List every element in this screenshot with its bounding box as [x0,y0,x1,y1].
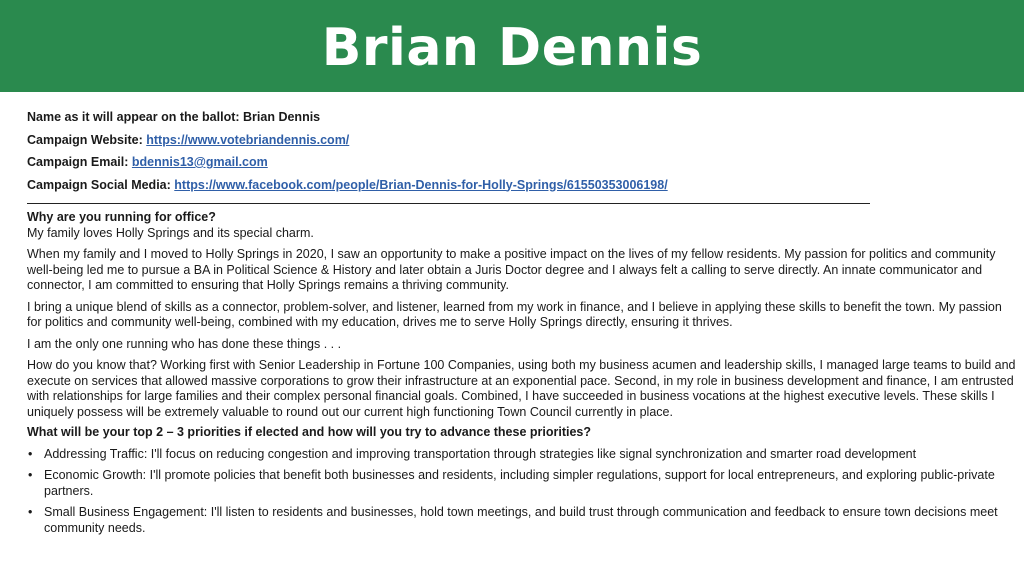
answer-paragraph: When my family and I moved to Holly Springs in 2020, I saw an opportunity to make a positive impact on the lives of my fellow residents. My passion for politics and community well-being led me to pursue a BA in Political Science & History and later obtain a Juris Doctor degree and I always felt a calling to serve directly. An innate communicator and connector, I am committed to ensuring that Holly Springs remains a thriving community. [27,247,996,292]
page-title: Brian Dennis [321,18,703,78]
priority-text: Economic Growth: I'll promote policies that benefit both businesses and residents, including simpler regulations, support for local entrepreneurs, and exploring public-private partners. [44,468,995,498]
email-label: Campaign Email: [27,155,129,169]
priorities-list [27,447,1019,537]
answer-paragraph: My family loves Holly Springs and its special charm. [27,225,314,240]
bullet-icon: • [28,505,33,519]
ballot-name-value: Brian Dennis [243,110,321,124]
website-line [27,133,1019,149]
ballot-name-label: Name as it will appear on the ballot: [27,110,240,124]
question-priorities: What will be your top 2 – 3 priorities if elected and how will you try to advance these priorities? [27,425,592,439]
list-item [27,505,1019,536]
section-divider [27,203,870,204]
list-item [27,447,1019,463]
candidate-profile [27,110,1019,542]
answer-paragraph: I am the only one running who has done these things . . . [27,336,342,351]
priority-text: Addressing Traffic: I'll focus on reducing congestion and improving transportation through strategies like signal synchronization and smarter road development [44,446,917,461]
title-banner [0,0,1024,92]
bullet-icon: • [28,468,33,482]
email-line [27,155,1019,171]
bullet-icon: • [28,446,33,461]
ballot-name-line [27,110,1019,126]
social-media-line [27,178,1019,194]
website-link[interactable]: https://www.votebriandennis.com/ [146,132,350,147]
social-media-link[interactable]: https://www.facebook.com/people/Brian-Dennis-for-Holly-Springs/61550353006198/ [174,177,668,192]
list-item [27,468,1019,499]
question-why-running: Why are you running for office? [27,210,216,224]
priority-text: Small Business Engagement: I'll listen to residents and businesses, hold town meetings, and build trust through communication and feedback to ensure town decisions meet community needs. [44,505,998,535]
answer-paragraph: How do you know that? Working first with Senior Leadership in Fortune 100 Companies, using both my business acumen and leadership skills, I managed large teams to build and execute on services that allowed massive corporations to grow their infrastructure at an exponential pace. Second, in my role in business development and finance, I am entrusted with relationships for large families and their complex personal financial goals. Combined, I have succeeded in business vocations at the highest executive levels. These skills I uniquely possess will be extremely valuable to round out our current high functioning Town Council currently in place. [27,358,1016,419]
email-link[interactable]: bdennis13@gmail.com [131,155,268,169]
social-media-label: Campaign Social Media: [27,177,171,192]
website-label: Campaign Website: [27,132,143,147]
answer-paragraph: I bring a unique blend of skills as a connector, problem-solver, and listener, learned from my work in finance, and I believe in applying these skills to benefit the town. My passion for politics and community well-being, combined with my education, drives me to serve Holly Springs directly, ensuring it thrives. [27,299,1002,329]
